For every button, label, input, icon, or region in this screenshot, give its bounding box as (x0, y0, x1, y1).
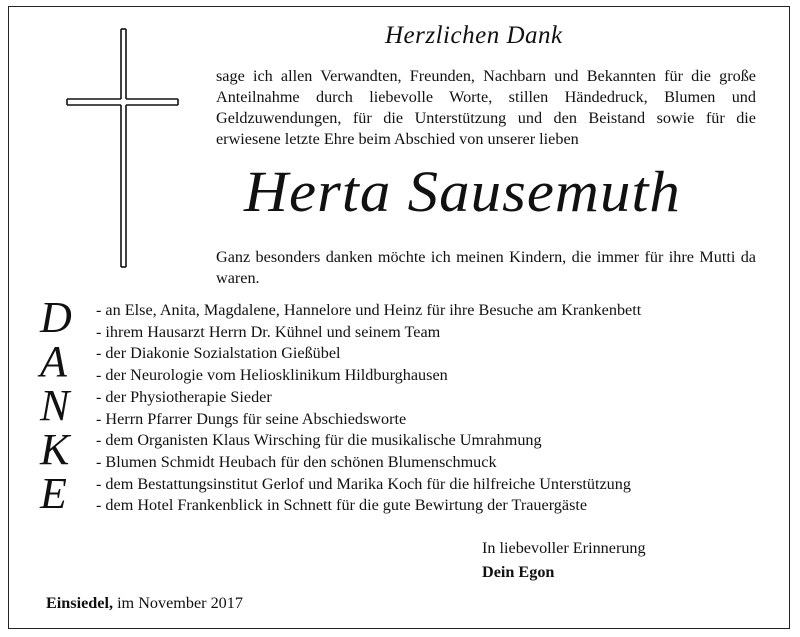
footer-place-date (46, 594, 243, 613)
heading-title: Herzlichen Dank (385, 22, 563, 49)
list-item: - dem Organisten Klaus Wirsching für die musikalische Umrahmung (96, 431, 542, 450)
list-item: - dem Hotel Frankenblick in Schnett für die gute Bewirtung der Trauergäste (96, 496, 588, 515)
list-item: - ihrem Hausarzt Herrn Dr. Kühnel und seinem Team (96, 322, 441, 341)
list-item: - der Diakonie Sozialstation Gießübel (96, 344, 341, 363)
danke-letter-d: D (40, 293, 72, 342)
list-item: - dem Bestattungsinstitut Gerlof und Marika Koch für die hilfreiche Unterstützung (96, 474, 631, 493)
thanks-list (96, 300, 641, 517)
list-item: - an Else, Anita, Magdalene, Hannelore und Heinz für ihre Besuche am Krankenbett (96, 301, 642, 319)
special-thanks-text: Ganz besonders danken möchte ich meinen Kindern, die immer für ihre Mutti da waren. (216, 248, 756, 287)
danke-letter-a: A (40, 337, 67, 386)
list-item: - der Physiotherapie Sieder (96, 387, 272, 406)
danke-letter-e: E (40, 469, 67, 518)
footer-place: Einsiedel, (46, 594, 114, 612)
list-item: - der Neurologie vom Heliosklinikum Hildburghausen (96, 366, 448, 385)
closing-block (482, 536, 646, 584)
footer-date: im November 2017 (117, 594, 243, 612)
list-item: - Herrn Pfarrer Dungs für seine Abschiedsworte (96, 409, 407, 428)
danke-letter-n: N (40, 381, 70, 430)
intro-text: sage ich allen Verwandten, Freunden, Nachbarn und Bekannten für die große Anteilnahme durch liebevolle Worte, stillen Händedruck, Blumen und Geldzuwendungen, für die Unterstützung und den Beistand sowie für die erwiesene letzte Ehre beim Abschied von unserer lieben (216, 67, 756, 148)
deceased-name: Herta Sausemuth (244, 159, 681, 224)
signature: Dein Egon (482, 563, 555, 581)
closing-line: In liebevoller Erinnerung (482, 539, 646, 557)
danke-letter-k: K (40, 425, 70, 474)
list-item: - Blumen Schmidt Heubach für den schönen Blumenschmuck (96, 452, 497, 471)
